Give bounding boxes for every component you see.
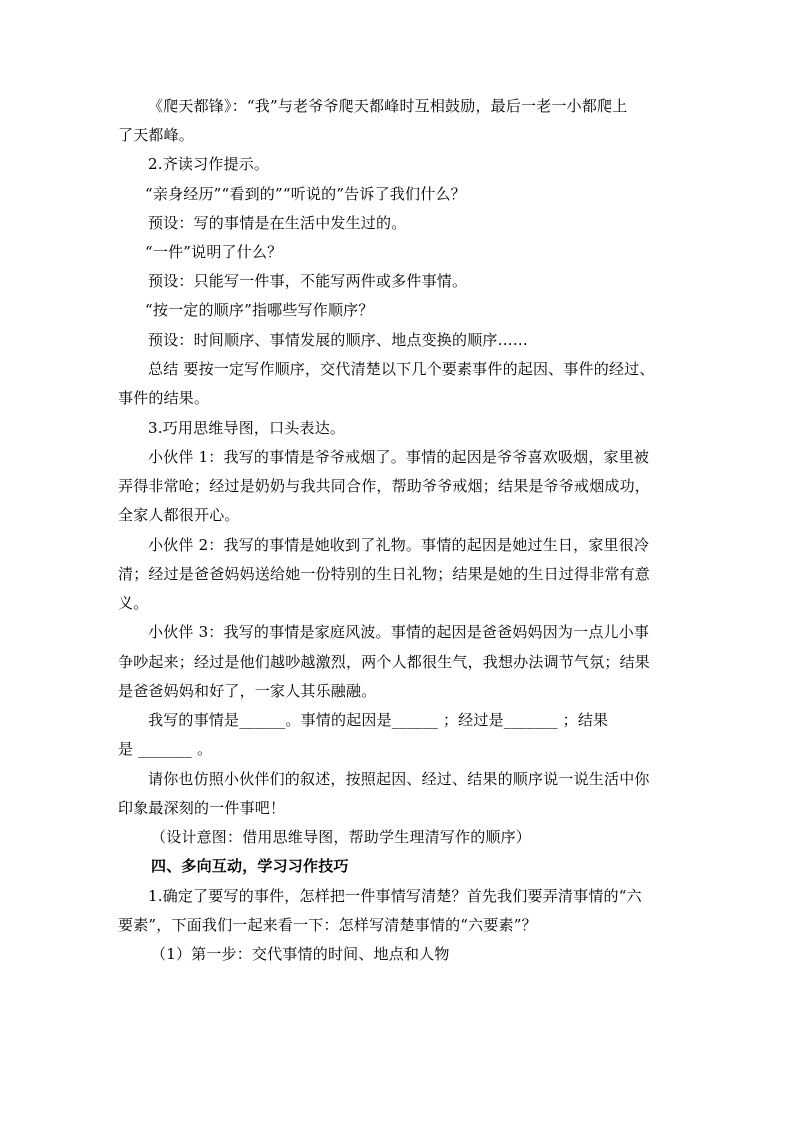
design-intent-note: （设计意图：借用思维导图，帮助学生理清写作的顺序） (151, 828, 532, 846)
text-line: 1.确定了要写的事件，怎样把一件事情写清楚？首先我们要弄清事情的“六 (148, 887, 642, 905)
text-line: 清；经过是爸爸妈妈送给她一份特别的生日礼物；结果是她的生日过得非常有意 (118, 565, 651, 583)
text-line: 小伙伴 3：我写的事情是家庭风波。事情的起因是爸爸妈妈因为一点儿小事 (148, 623, 650, 641)
text-line: 总结 要按一定写作顺序，交代清楚以下几个要素事件的起因、事件的经过、 (148, 360, 655, 378)
text-line: 义。 (118, 594, 149, 612)
text-line: 预设：写的事情是在生活中发生过的。 (148, 214, 407, 232)
text-line: 全家人都很开心。 (118, 506, 240, 524)
text-line: 小伙伴 1：我写的事情是爷爷戒烟了。事情的起因是爷爷喜欢吸烟，家里被 (148, 448, 650, 466)
text-line: 争吵起来；经过是他们越吵越激烈，两个人都很生气，我想办法调节气氛；结果 (118, 653, 651, 671)
text-line: 弄得非常呛；经过是奶奶与我共同合作，帮助爷爷戒烟；结果是爷爷戒烟成功， (118, 477, 651, 495)
text-line: 了天都峰。 (118, 126, 195, 144)
section-heading: 四、多向互动，学习习作技巧 (151, 857, 349, 875)
text-line: 印象最深刻的一件事吧！ (118, 799, 286, 817)
text-line: （1）第一步：交代事情的时间、地点和人物 (151, 945, 450, 963)
text-line: 我写的事情是______。事情的起因是______ ；经过是_______ ；结果 (148, 711, 609, 729)
text-line: 预设：时间顺序、事情发展的顺序、地点变换的顺序…… (148, 331, 529, 349)
text-line: 小伙伴 2：我写的事情是她收到了礼物。事情的起因是她过生日，家里很冷 (148, 536, 650, 554)
text-line: 是 _______ 。 (118, 740, 213, 758)
text-line: 预设：只能写一件事，不能写两件或多件事情。 (148, 272, 468, 290)
text-line: 《爬天都锋》：“我”与老爷爷爬天都峰时互相鼓励，最后一老一小都爬上 (148, 97, 628, 115)
text-line: 要素”，下面我们一起来看一下：怎样写清楚事情的“六要素”？ (118, 916, 537, 934)
text-line: “按一定的顺序”指哪些写作顺序？ (145, 301, 374, 319)
text-line: 3.巧用思维导图，口头表达。 (148, 419, 346, 437)
text-line: “亲身经历”“看到的”“听说的”告诉了我们什么？ (145, 185, 466, 203)
text-line: 是爸爸妈妈和好了，一家人其乐融融。 (118, 682, 377, 700)
text-line: 事件的结果。 (118, 389, 210, 407)
text-line: 2.齐读习作提示。 (148, 155, 270, 173)
text-line: 请你也仿照小伙伴们的叙述，按照起因、经过、结果的顺序说一说生活中你 (148, 770, 650, 788)
text-line: “一件”说明了什么？ (145, 243, 283, 261)
